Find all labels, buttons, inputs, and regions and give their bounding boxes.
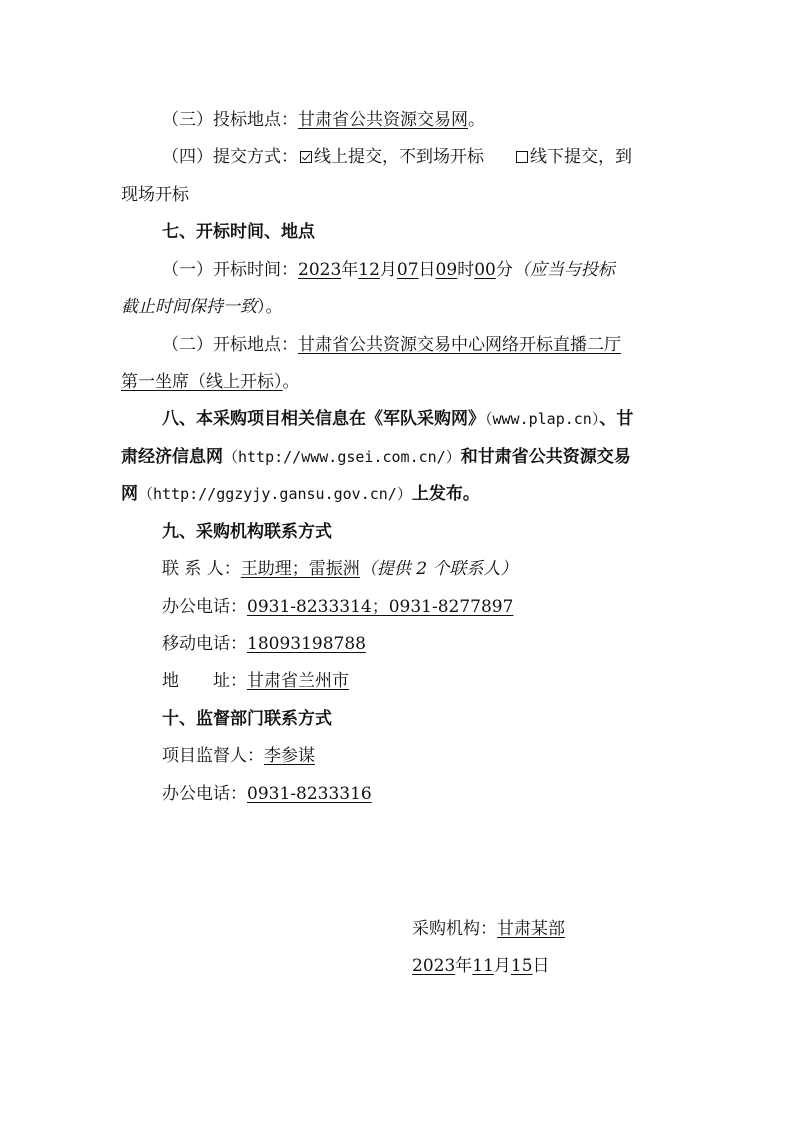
submit-method-line: [162, 146, 632, 168]
bid-location-value: 甘肃省公共资源交易网: [298, 110, 468, 130]
footer-year-unit: 年: [455, 956, 473, 976]
supervisor-phone-line: [162, 783, 372, 805]
footer-org-line: [412, 918, 565, 940]
opening-day-unit: 日: [418, 260, 436, 280]
section-8-text: 八、本采购项目相关信息在《军队采购网》: [162, 409, 485, 429]
mobile-phone-label: 移动电话：: [162, 634, 247, 654]
online-checkbox-icon[interactable]: [300, 151, 312, 163]
submit-method-line2: [121, 184, 189, 206]
offline-checkbox-icon[interactable]: [516, 151, 528, 163]
opening-hour-unit: 时: [457, 260, 475, 280]
plap-url-link[interactable]: （www.plap.cn）: [485, 410, 600, 428]
opening-year: 2023: [298, 260, 342, 280]
opening-year-unit: 年: [341, 260, 359, 280]
office-phone-label: 办公电话：: [162, 597, 247, 617]
contact-person-value: 王助理；雷振洲: [240, 559, 360, 579]
ggzyjy-url-link[interactable]: （http://ggzyjy.gansu.gov.cn/）: [138, 485, 412, 503]
opening-time-line: [162, 259, 615, 281]
opening-time-note-end: ）。: [257, 297, 283, 317]
supervisor-label: 项目监督人：: [162, 746, 264, 766]
opening-place-line2: [121, 371, 300, 393]
opening-minute: 00: [474, 260, 496, 280]
address-value: 甘肃省兰州市: [247, 671, 349, 691]
opening-month-unit: 月: [379, 260, 397, 280]
address-label: 地 址：: [162, 671, 247, 691]
office-phone-value: 0931-8233314；0931-8277897: [247, 597, 514, 617]
opening-minute-unit: 分: [495, 260, 513, 280]
footer-month-unit: 月: [493, 956, 511, 976]
online-option-label: 线上提交，不到场开标: [314, 147, 484, 167]
section-7-heading: 七、开标时间、地点: [162, 222, 315, 242]
supervisor-line: [162, 745, 315, 767]
opening-time-note: （应当与投标: [512, 260, 615, 280]
contact-person-label: 联 系 人：: [162, 559, 241, 579]
supervisor-phone-label: 办公电话：: [162, 784, 247, 804]
opening-month: 12: [358, 260, 380, 280]
contact-person-note: （提供 2 个联系人）: [359, 559, 518, 579]
bid-location-label: （三）投标地点：: [162, 110, 298, 130]
gsei-url-link[interactable]: （http://www.gsei.com.cn/）: [223, 448, 461, 466]
section-8-line2: [121, 446, 631, 468]
address-line: [162, 670, 349, 692]
section-10-heading: 十、监督部门联系方式: [162, 709, 332, 729]
offline-option-label: 线下提交，到: [530, 147, 632, 167]
section-8-text-f: 上发布。: [411, 484, 480, 504]
section-8-line1: [162, 408, 633, 430]
footer-org-value: 甘肃某部: [497, 919, 565, 939]
footer-org-label: 采购机构：: [412, 919, 497, 939]
bid-location-end: 。: [468, 110, 485, 130]
contact-person-line: [162, 558, 517, 580]
section-9-heading: 九、采购机构联系方式: [162, 522, 332, 542]
bid-location-line: [162, 109, 485, 131]
submit-method-label: （四）提交方式：: [162, 147, 298, 167]
offline-option-label-cont: 现场开标: [121, 185, 189, 205]
section-8-text-b: 、甘: [599, 409, 634, 429]
section-8-text-c: 肃经济信息网: [121, 447, 223, 467]
opening-place-value-cont: 第一坐席（线上开标）: [121, 372, 283, 392]
footer-date-line: [412, 955, 550, 977]
supervisor-phone-value: 0931-8233316: [247, 784, 372, 804]
footer-day: 15: [510, 956, 533, 976]
footer-day-unit: 日: [532, 956, 550, 976]
opening-time-line2: [121, 296, 283, 318]
footer-year: 2023: [412, 956, 456, 976]
opening-place-label: （二）开标地点：: [162, 335, 298, 355]
opening-place-line: [162, 334, 621, 356]
supervisor-value: 李参谋: [264, 746, 315, 766]
opening-place-value: 甘肃省公共资源交易中心网络开标直播二厅: [298, 335, 621, 355]
opening-day: 07: [396, 260, 419, 280]
opening-time-label: （一）开标时间：: [162, 260, 298, 280]
mobile-phone-line: [162, 633, 366, 655]
section-8-text-d: 和甘肃省公共资源交易: [460, 447, 631, 467]
section-8-text-e: 网: [121, 484, 138, 504]
office-phone-line: [162, 596, 513, 618]
opening-hour: 09: [435, 260, 458, 280]
opening-time-note-cont: 截止时间保持一致: [121, 297, 257, 317]
opening-place-end: 。: [282, 372, 300, 392]
mobile-phone-value: 18093198788: [247, 634, 366, 654]
section-8-line3: [121, 483, 480, 505]
footer-month: 11: [472, 956, 494, 976]
